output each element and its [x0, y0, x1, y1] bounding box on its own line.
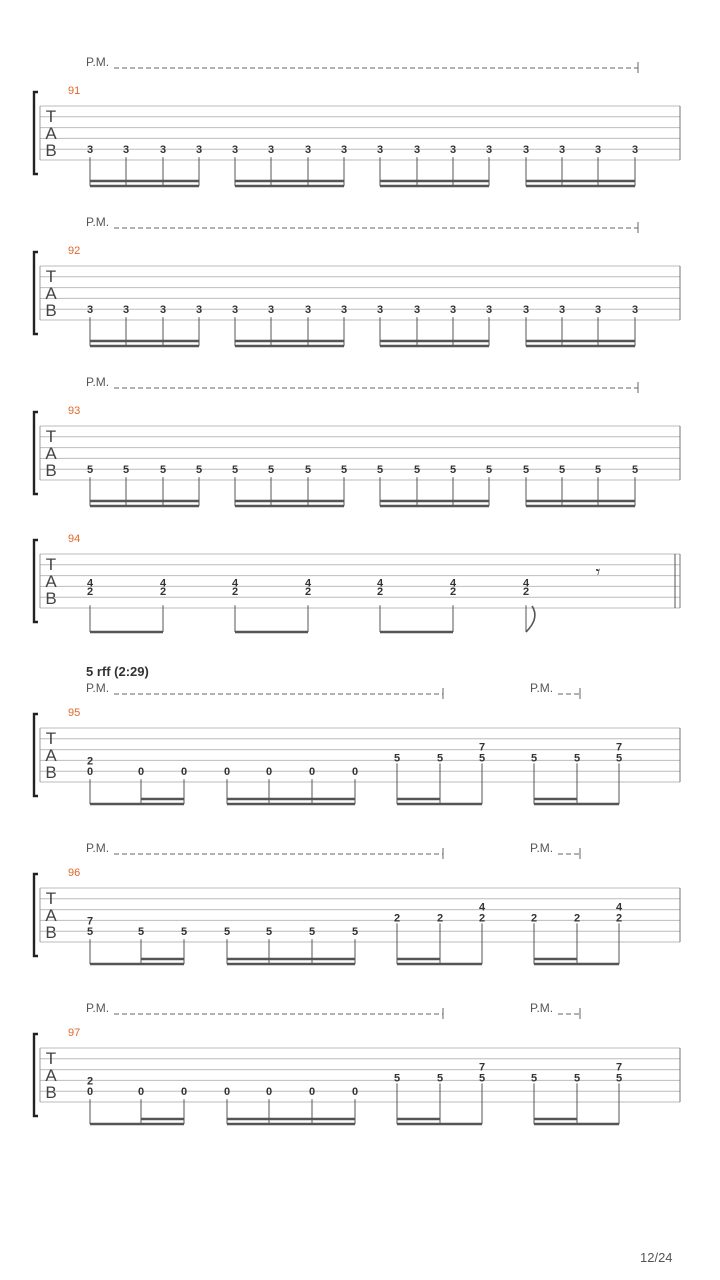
tab-clef-letter: T — [45, 555, 57, 574]
fret-number: 2 — [615, 912, 623, 925]
fret-number: 2 — [86, 586, 94, 599]
palm-mute-label: P.M. — [530, 1001, 554, 1015]
fret-number: 2 — [478, 912, 486, 925]
measure-number: 91 — [68, 85, 81, 97]
fret-number: 5 — [436, 1072, 444, 1085]
fret-number: 5 — [122, 464, 130, 477]
fret-number: 0 — [86, 1086, 94, 1099]
fret-number: 3 — [594, 304, 602, 317]
measure-number: 96 — [68, 867, 81, 879]
fret-number: 5 — [478, 752, 486, 765]
fret-number: 5 — [631, 464, 639, 477]
fret-number: 5 — [615, 1072, 623, 1085]
fret-number: 5 — [436, 752, 444, 765]
fret-number: 3 — [631, 304, 639, 317]
fret-number: 4 — [478, 901, 486, 914]
fret-number: 5 — [265, 926, 273, 939]
palm-mute-label: P.M. — [86, 215, 110, 229]
fret-number: 3 — [485, 304, 493, 317]
fret-number: 0 — [265, 766, 273, 779]
fret-number: 3 — [631, 144, 639, 157]
fret-number: 3 — [195, 144, 203, 157]
tab-clef-letter: T — [45, 267, 57, 286]
tab-system-measure-96 — [34, 841, 680, 964]
fret-number: 3 — [195, 304, 203, 317]
fret-number: 7 — [86, 915, 94, 928]
fret-number: 5 — [530, 1072, 538, 1085]
system-bracket — [34, 874, 38, 956]
tab-clef-letter: B — [45, 141, 57, 160]
fret-number: 0 — [223, 766, 231, 779]
fret-number: 3 — [86, 144, 94, 157]
fret-number: 3 — [376, 144, 384, 157]
fret-number: 5 — [340, 464, 348, 477]
fret-number: 5 — [522, 464, 530, 477]
palm-mute-label: P.M. — [86, 841, 110, 855]
fret-number: 2 — [376, 586, 384, 599]
fret-number: 5 — [223, 926, 231, 939]
measure-number: 94 — [68, 533, 81, 545]
tab-system-measure-93 — [34, 375, 680, 506]
fret-number: 2 — [304, 586, 312, 599]
fret-number: 3 — [594, 144, 602, 157]
palm-mute-label: P.M. — [86, 375, 110, 389]
fret-number: 5 — [137, 926, 145, 939]
fret-number: 0 — [180, 766, 188, 779]
tab-system-measure-97 — [34, 1001, 680, 1124]
system-bracket — [34, 1034, 38, 1116]
eighth-rest: 𝄾 — [595, 562, 601, 582]
fret-number: 3 — [413, 144, 421, 157]
tab-clef-letter: A — [45, 124, 57, 143]
fret-number: 5 — [573, 752, 581, 765]
fret-number: 4 — [304, 577, 312, 590]
fret-number: 3 — [485, 144, 493, 157]
fret-number: 4 — [231, 577, 239, 590]
fret-number: 2 — [159, 586, 167, 599]
eighth-flag — [526, 606, 535, 632]
fret-number: 5 — [308, 926, 316, 939]
fret-number: 2 — [231, 586, 239, 599]
tab-clef-letter: T — [45, 1049, 57, 1068]
fret-number: 3 — [558, 304, 566, 317]
fret-number: 3 — [86, 304, 94, 317]
fret-number: 3 — [449, 304, 457, 317]
system-bracket — [34, 92, 38, 174]
tab-system-measure-92 — [34, 215, 680, 346]
fret-number: 5 — [195, 464, 203, 477]
fret-number: 5 — [86, 926, 94, 939]
fret-number: 3 — [122, 144, 130, 157]
fret-number: 5 — [86, 464, 94, 477]
fret-number: 5 — [351, 926, 359, 939]
fret-number: 4 — [615, 901, 623, 914]
palm-mute-label: P.M. — [86, 55, 110, 69]
fret-number: 3 — [376, 304, 384, 317]
system-bracket — [34, 540, 38, 622]
fret-number: 3 — [304, 144, 312, 157]
fret-number: 5 — [615, 752, 623, 765]
fret-number: 0 — [265, 1086, 273, 1099]
fret-number: 3 — [413, 304, 421, 317]
fret-number: 5 — [594, 464, 602, 477]
fret-number: 0 — [223, 1086, 231, 1099]
fret-number: 2 — [86, 755, 94, 768]
fret-number: 5 — [231, 464, 239, 477]
fret-number: 3 — [159, 304, 167, 317]
fret-number: 5 — [478, 1072, 486, 1085]
fret-number: 3 — [159, 144, 167, 157]
palm-mute-label: P.M. — [530, 681, 554, 695]
tab-clef-letter: A — [45, 1066, 57, 1085]
fret-number: 0 — [137, 1086, 145, 1099]
tab-clef-letter: B — [45, 589, 57, 608]
tab-clef-letter: B — [45, 301, 57, 320]
tab-clef-letter: B — [45, 763, 57, 782]
fret-number: 3 — [522, 144, 530, 157]
fret-number: 0 — [180, 1086, 188, 1099]
tab-clef-letter: T — [45, 729, 57, 748]
palm-mute-label: P.M. — [86, 1001, 110, 1015]
fret-number: 3 — [122, 304, 130, 317]
fret-number: 2 — [86, 1075, 94, 1088]
tab-clef-letter: A — [45, 906, 57, 925]
fret-number: 2 — [530, 912, 538, 925]
fret-number: 2 — [436, 912, 444, 925]
fret-number: 3 — [304, 304, 312, 317]
measure-number: 93 — [68, 405, 81, 417]
tab-clef-letter: T — [45, 889, 57, 908]
system-bracket — [34, 412, 38, 494]
fret-number: 5 — [267, 464, 275, 477]
fret-number: 0 — [351, 1086, 359, 1099]
fret-number: 5 — [376, 464, 384, 477]
page-number: 12/24 — [640, 1250, 673, 1265]
fret-number: 0 — [351, 766, 359, 779]
palm-mute-label: P.M. — [86, 681, 110, 695]
fret-number: 7 — [478, 1061, 486, 1074]
measure-number: 97 — [68, 1027, 81, 1039]
fret-number: 2 — [449, 586, 457, 599]
fret-number: 3 — [522, 304, 530, 317]
fret-number: 7 — [615, 741, 623, 754]
fret-number: 4 — [376, 577, 384, 590]
system-bracket — [34, 714, 38, 796]
fret-number: 2 — [393, 912, 401, 925]
fret-number: 7 — [478, 741, 486, 754]
tab-clef-letter: A — [45, 746, 57, 765]
measure-number: 95 — [68, 707, 81, 719]
tab-system-measure-95 — [34, 664, 680, 804]
fret-number: 4 — [159, 577, 167, 590]
fret-number: 3 — [267, 144, 275, 157]
fret-number: 4 — [449, 577, 457, 590]
tab-clef-letter: A — [45, 284, 57, 303]
measure-number: 92 — [68, 245, 81, 257]
system-bracket — [34, 252, 38, 334]
tab-clef-letter: A — [45, 572, 57, 591]
fret-number: 0 — [137, 766, 145, 779]
fret-number: 5 — [413, 464, 421, 477]
fret-number: 2 — [573, 912, 581, 925]
palm-mute-label: P.M. — [530, 841, 554, 855]
fret-number: 7 — [615, 1061, 623, 1074]
fret-number: 5 — [180, 926, 188, 939]
fret-number: 3 — [340, 144, 348, 157]
tab-clef-letter: T — [45, 107, 57, 126]
fret-number: 0 — [308, 1086, 316, 1099]
fret-number: 3 — [558, 144, 566, 157]
tab-system-measure-91 — [34, 55, 680, 186]
fret-number: 5 — [485, 464, 493, 477]
fret-number: 5 — [558, 464, 566, 477]
fret-number: 5 — [393, 752, 401, 765]
tab-clef-letter: T — [45, 427, 57, 446]
tab-clef-letter: B — [45, 461, 57, 480]
fret-number: 2 — [522, 586, 530, 599]
fret-number: 3 — [231, 144, 239, 157]
fret-number: 0 — [308, 766, 316, 779]
tab-clef-letter: B — [45, 1083, 57, 1102]
tab-clef-letter: B — [45, 923, 57, 942]
fret-number: 0 — [86, 766, 94, 779]
fret-number: 5 — [159, 464, 167, 477]
fret-number: 5 — [573, 1072, 581, 1085]
section-label: 5 rff (2:29) — [86, 664, 149, 679]
tab-system-measure-94 — [34, 533, 680, 632]
fret-number: 5 — [393, 1072, 401, 1085]
fret-number: 3 — [340, 304, 348, 317]
fret-number: 5 — [530, 752, 538, 765]
tab-clef-letter: A — [45, 444, 57, 463]
fret-number: 3 — [267, 304, 275, 317]
fret-number: 4 — [86, 577, 94, 590]
fret-number: 3 — [449, 144, 457, 157]
fret-number: 5 — [304, 464, 312, 477]
fret-number: 3 — [231, 304, 239, 317]
fret-number: 4 — [522, 577, 530, 590]
fret-number: 5 — [449, 464, 457, 477]
